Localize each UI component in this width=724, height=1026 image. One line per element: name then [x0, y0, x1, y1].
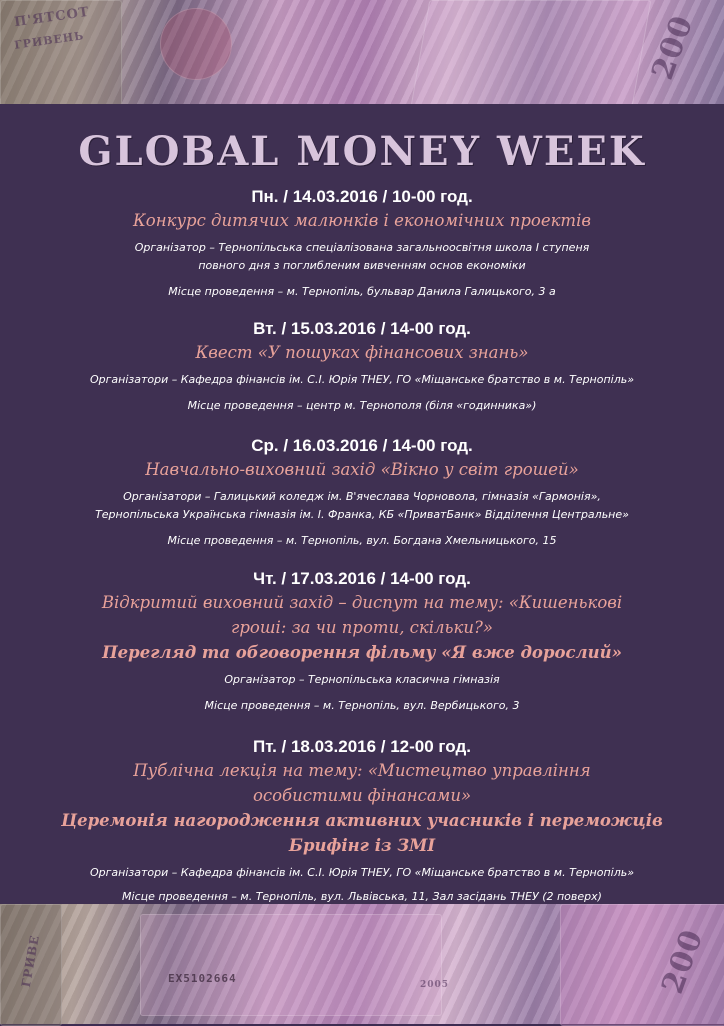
page-title: GLOBAL MONEY WEEK [78, 128, 646, 175]
event-title: особистими фінансами» [252, 786, 472, 805]
day-header: Вт. / 15.03.2016 / 14-00 год. [253, 319, 471, 338]
day-monday [0, 186, 724, 301]
day-header: Пн. / 14.03.2016 / 10-00 год. [251, 187, 473, 206]
event-title: Церемонія нагородження активних учасників і переможців [61, 811, 663, 830]
banknote-seal-icon [160, 8, 232, 80]
venue-line: Місце проведення – м. Тернопіль, вул. Богдана Хмельницького, 15 [167, 534, 557, 547]
banknote-label: ГРИВЕ [18, 933, 42, 989]
banknote-label: 200 [655, 924, 711, 999]
day-header: Чт. / 17.03.2016 / 14-00 год. [253, 569, 471, 588]
day-thursday [0, 568, 724, 715]
banknote-label: ГРИВЕНЬ [13, 29, 85, 52]
day-header: Пт. / 18.03.2016 / 12-00 год. [253, 737, 471, 756]
banknote-label: 2005 [420, 980, 450, 990]
organizer-line: повного дня з поглибленим вивченням основ економіки [198, 259, 526, 272]
venue-line: Місце проведення – центр м. Тернополя (біля «годинника») [187, 399, 537, 412]
banknote-label: П'ЯТСОТ [13, 4, 91, 31]
event-title: Перегляд та обговорення фільму «Я вже дорослий» [102, 643, 622, 662]
organizer-line: Організатори – Кафедра фінансів ім. С.І. Юрія ТНЕУ, ГО «Міщанське братство в м. Тернопіль» [89, 866, 635, 879]
day-friday [0, 736, 724, 906]
banknote-200-image [411, 0, 652, 106]
event-title: Квест «У пошуках фінансових знань» [195, 343, 529, 362]
day-tuesday [0, 318, 724, 415]
day-header: Ср. / 16.03.2016 / 14-00 год. [251, 436, 473, 455]
organizer-line: Організатор – Тернопільська класична гімназія [224, 673, 500, 686]
event-title: Брифінг із ЗМІ [288, 836, 436, 855]
event-title: Відкритий виховний захід – диспут на тему: «Кишенькові [101, 593, 623, 612]
event-title: Конкурс дитячих малюнків і економічних проектів [133, 211, 591, 230]
banknote-200-image [140, 914, 442, 1016]
organizer-line: Тернопільська Українська гімназія ім. І. Франка, КБ «ПриватБанк» Відділення Центральне» [95, 508, 629, 521]
venue-line: Місце проведення – м. Тернопіль, вул. Вербицького, 3 [204, 699, 520, 712]
event-title: Публічна лекція на тему: «Мистецтво управління [133, 761, 591, 780]
day-wednesday [0, 435, 724, 550]
banknote-background-bottom [0, 904, 724, 1024]
venue-line: Місце проведення – м. Тернопіль, бульвар Данила Галицького, 3 а [168, 285, 556, 298]
banknote-background-top [0, 0, 724, 108]
organizer-line: Організатори – Кафедра фінансів ім. С.І. Юрія ТНЕУ, ГО «Міщанське братство в м. Тернопіль» [89, 373, 635, 386]
banknote-serial: EX5102664 [168, 972, 237, 985]
banknote-label: 200 [645, 10, 701, 85]
venue-line: Місце проведення – м. Тернопіль, вул. Львівська, 11, Зал засідань ТНЕУ (2 поверх) [122, 890, 602, 903]
event-title: гроші: за чи проти, скільки?» [231, 618, 493, 637]
organizer-line: Організатори – Галицький коледж ім. В'ячеслава Чорновола, гімназія «Гармонія», [123, 490, 601, 503]
organizer-line: Організатор – Тернопільська спеціалізована загальноосвітня школа І ступеня [134, 241, 590, 254]
event-title: Навчально-виховний захід «Вікно у світ грошей» [145, 460, 579, 479]
